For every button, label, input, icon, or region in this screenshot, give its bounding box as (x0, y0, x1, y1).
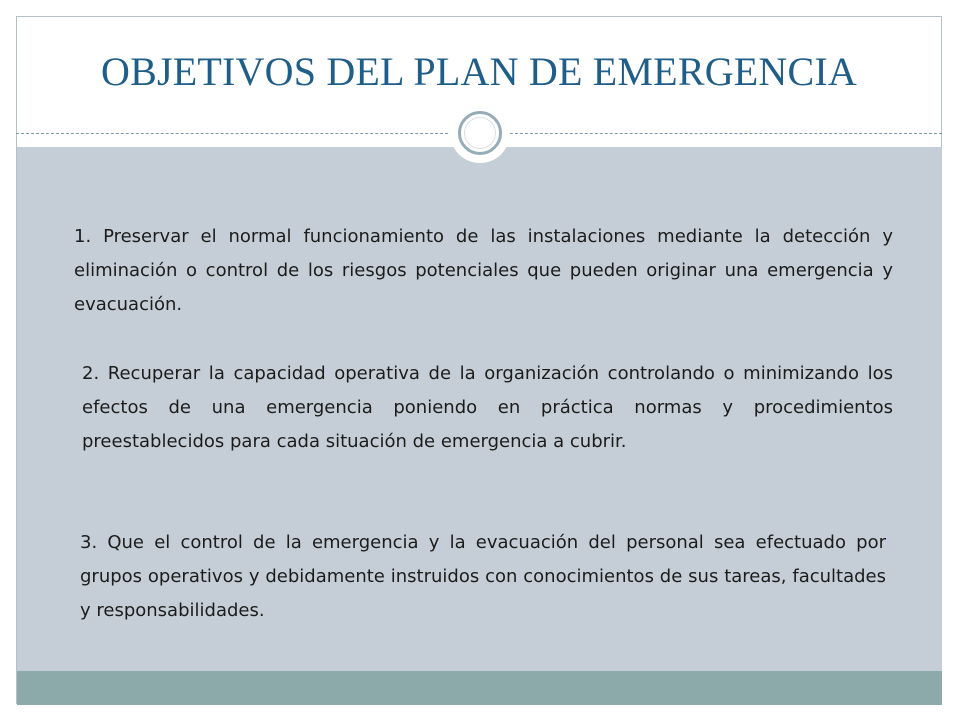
footer-band (17, 671, 942, 705)
objective-3: 3. Que el control de la emergencia y la evacuación del personal sea efectuado por grupos operativos y debidamente instruidos con conocimientos de sus tareas, facultades y responsabilidades. (80, 532, 886, 621)
objective-2: 2. Recuperar la capacidad operativa de la organización controlando o minimizando los efectos de una emergencia poniendo en práctica normas y procedimientos preestablecidos para cada situación de emergencia a cubrir. (82, 363, 893, 452)
objective-1: 1. Preservar el normal funcionamiento de las instalaciones mediante la detección y eliminación o control de los riesgos potenciales que pueden originar una emergencia y evacuación. (74, 226, 893, 315)
circle-ornament-ring (458, 111, 502, 155)
slide-title: OBJETIVOS DEL PLAN DE EMERGENCIA (101, 49, 857, 94)
circle-ornament-icon (450, 103, 510, 163)
